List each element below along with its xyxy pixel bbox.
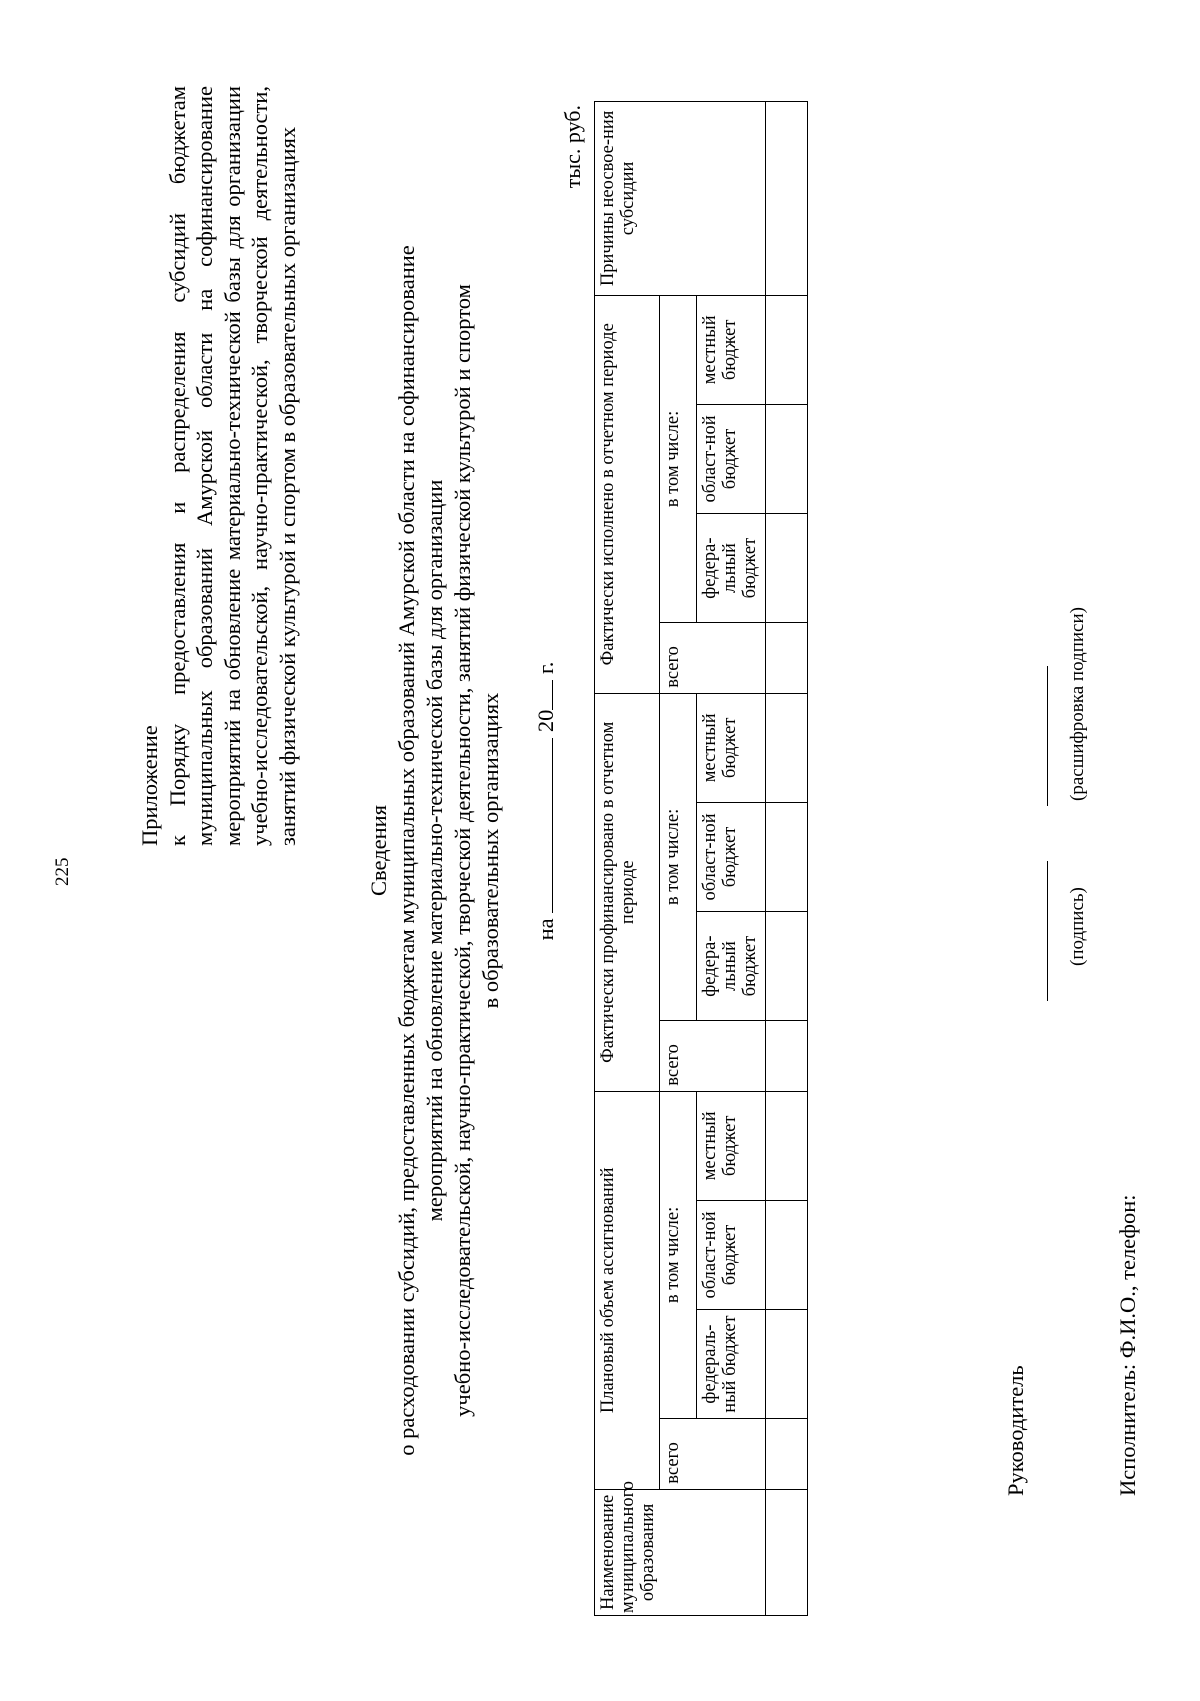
header-planned-total: всего — [660, 1419, 766, 1490]
date-blank — [532, 738, 553, 913]
header-executed-regional: област-ной бюджет — [697, 404, 766, 513]
header-planned: Плановый объем ассигнований — [595, 1091, 660, 1489]
year-blank — [532, 680, 553, 710]
header-executed-local: местный бюджет — [697, 295, 766, 404]
table-cell — [766, 623, 808, 694]
table-cell — [766, 1021, 808, 1092]
header-financed-federal: федера-льный бюджет — [697, 912, 766, 1021]
signature-decode-line — [1047, 666, 1048, 806]
title-word: Сведения — [366, 804, 391, 897]
header-reasons: Причины неосвое-ния субсидии — [595, 102, 766, 296]
header-row-2 — [660, 102, 697, 1616]
header-executed: Фактически исполнено в отчетном периоде — [595, 295, 660, 693]
document-title — [365, 0, 505, 1701]
header-planned-local: местный бюджет — [697, 1091, 766, 1200]
header-financed-local: местный бюджет — [697, 693, 766, 802]
currency-note: тыс. руб. — [560, 105, 585, 189]
table-cell — [766, 1419, 808, 1490]
table-cell — [766, 1310, 808, 1419]
table-row — [766, 102, 808, 1616]
table-cell — [766, 912, 808, 1021]
page-number: 225 — [52, 857, 73, 886]
header-row-1 — [595, 102, 660, 1616]
table-cell — [766, 1200, 808, 1309]
header-financed-total: всего — [660, 1021, 766, 1092]
title-line-1: о расходовании субсидий, предоставленных бюджетам муниципальных образований Амурской области на софинансирование — [394, 245, 419, 1456]
date-prefix: на — [533, 918, 558, 941]
header-financed-including: в том числе: — [660, 693, 697, 1020]
director-label: Руководитель — [1003, 1365, 1028, 1496]
header-executed-total: всего — [660, 623, 766, 694]
table-cell — [766, 802, 808, 911]
table-cell — [766, 1489, 808, 1615]
header-planned-federal: федераль-ный бюджет — [697, 1310, 766, 1419]
appendix-text: к Порядку предоставления и распределения субсидий бюджетам муниципальных образований Амурской области на софинансирование мероприятий на обновление материально-технической базы для организации учебно-исследовательской, научно-практической, творческой деятельности, занятий физической культурой и спортом в образовательных организациях — [164, 86, 300, 846]
signature-decode-caption: (расшифровка подписи) — [1067, 607, 1088, 801]
header-planned-regional: област-ной бюджет — [697, 1200, 766, 1309]
table-cell — [766, 404, 808, 513]
title-line-2: мероприятий на обновление материально-технической базы для организации — [422, 479, 447, 1222]
report-date-line — [532, 601, 559, 1001]
title-line-3: учебно-исследовательской, научно-практической, творческой деятельности, занятий физической культурой и спортом — [450, 284, 475, 1417]
header-planned-including: в том числе: — [660, 1091, 697, 1418]
appendix-block — [136, 86, 301, 846]
table-cell — [766, 1091, 808, 1200]
table-cell — [766, 514, 808, 623]
table-cell — [766, 102, 808, 296]
executor-label: Исполнитель: Ф.И.О., телефон: — [1115, 1194, 1140, 1496]
header-executed-including: в том числе: — [660, 295, 697, 622]
title-line-4: в образовательных организациях — [478, 692, 503, 1009]
header-row-3 — [697, 102, 766, 1616]
subsidy-report-table — [594, 101, 808, 1616]
header-financed: Фактически профинансировано в отчетном периоде — [595, 693, 660, 1091]
appendix-heading: Приложение — [137, 725, 162, 846]
signature-line — [1047, 861, 1048, 1001]
date-suffix: г. — [533, 661, 558, 674]
year-prefix: 20 — [533, 709, 558, 733]
signature-caption: (подпись) — [1067, 887, 1088, 966]
table-cell — [766, 295, 808, 404]
header-municipality: Наименование муниципального образования — [595, 1489, 766, 1615]
header-financed-regional: област-ной бюджет — [697, 802, 766, 911]
table-cell — [766, 693, 808, 802]
header-executed-federal: федера-льный бюджет — [697, 514, 766, 623]
